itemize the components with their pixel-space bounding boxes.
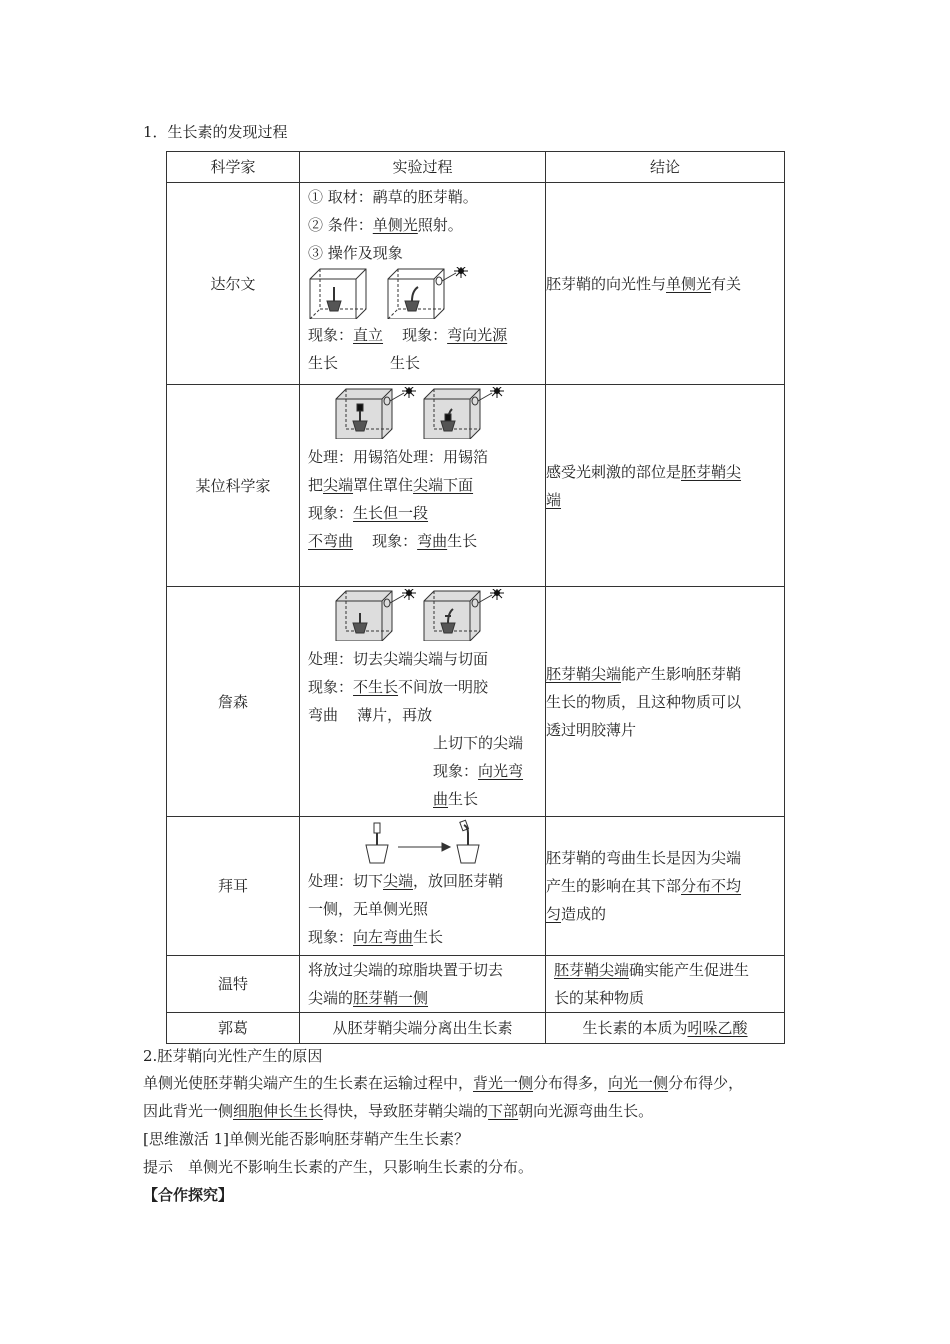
paal-conclusion-l3-post: 造成的 bbox=[561, 905, 607, 923]
jensen-conclusion-l2: 生长的物质，且这种物质可以 bbox=[546, 692, 742, 711]
paragraph-line2 bbox=[143, 1097, 823, 1125]
someone-l2-u1: 尖端 bbox=[323, 476, 354, 494]
jensen-experiment-figure bbox=[308, 589, 538, 641]
jensen-l6-u: 曲 bbox=[433, 790, 449, 808]
para1-a: 单侧光使胚芽鞘尖端产生的生长素在运输过程中， bbox=[143, 1074, 474, 1092]
kogl-process: 从胚芽鞘尖端分离出生长素 bbox=[300, 1013, 546, 1044]
someone-l3-pre: 现象： bbox=[308, 504, 354, 522]
conclusion-someone bbox=[546, 385, 785, 587]
jensen-l3a: 弯曲 bbox=[308, 706, 339, 724]
table-row bbox=[167, 587, 785, 817]
jensen-l6-post: 生长 bbox=[448, 790, 479, 808]
table-row bbox=[167, 385, 785, 587]
darwin-step1-pre: ① 取材： bbox=[308, 188, 373, 206]
paal-l2: 一侧，无单侧光照 bbox=[308, 900, 429, 918]
sun-icon bbox=[454, 267, 468, 278]
scientist-darwin: 达尔文 bbox=[167, 183, 300, 385]
darwin-phen1-u: 直立 bbox=[353, 326, 384, 344]
process-went bbox=[300, 956, 546, 1013]
process-darwin bbox=[300, 183, 546, 385]
paal-conclusion-l1: 胚芽鞘的弯曲生长是因为尖端 bbox=[546, 849, 742, 867]
para2-u2: 下部 bbox=[488, 1102, 519, 1120]
darwin-phen1-tail: 生长 bbox=[308, 354, 339, 372]
someone-l2-u2: 尖端下面 bbox=[413, 476, 474, 494]
sun-icon bbox=[402, 387, 416, 398]
darwin-conclusion-post: 有关 bbox=[711, 274, 742, 293]
conclusion-jensen bbox=[546, 587, 785, 817]
paal-l3-post: 生长 bbox=[413, 928, 444, 946]
darwin-phen2-pre: 现象： bbox=[402, 326, 448, 344]
someone-l2-mid: 罩住罩住 bbox=[353, 476, 414, 494]
process-jensen bbox=[300, 587, 546, 817]
darwin-conclusion-pre: 胚芽鞘的向光性与 bbox=[546, 274, 667, 293]
header-scientist: 科学家 bbox=[167, 152, 300, 183]
section1-title: 1．生长素的发现过程 bbox=[143, 123, 288, 141]
paragraph-line1 bbox=[143, 1069, 823, 1097]
think-question: [思维激活 1]单侧光能否影响胚芽鞘产生生长素？ bbox=[143, 1130, 470, 1148]
scientist-paal: 拜耳 bbox=[167, 817, 300, 956]
paal-l3-pre: 现象： bbox=[308, 928, 354, 946]
darwin-step2-u: 单侧光 bbox=[372, 216, 418, 234]
paal-experiment-figure bbox=[308, 819, 538, 867]
table-row bbox=[167, 183, 785, 385]
someone-conclusion-pre: 感受光刺激的部位是 bbox=[546, 462, 682, 481]
someone-l3-u: 生长但一段 bbox=[353, 504, 429, 522]
someone-conclusion-u2: 端 bbox=[546, 490, 562, 509]
someone-l4-mid: 现象： bbox=[372, 532, 418, 550]
darwin-step1-text: 鹝草的胚芽鞘。 bbox=[372, 188, 478, 206]
conclusion-kogl bbox=[546, 1013, 785, 1044]
header-conclusion: 结论 bbox=[546, 152, 785, 183]
jensen-l5-u: 向光弯 bbox=[478, 762, 524, 780]
jensen-line1: 处理：切去尖端尖端与切面 bbox=[308, 650, 489, 668]
process-paal bbox=[300, 817, 546, 956]
think-answer: 提示 单侧光不影响生长素的产生，只影响生长素的分布。 bbox=[143, 1158, 534, 1176]
scientist-kogl: 郭葛 bbox=[167, 1013, 300, 1044]
kogl-conclusion-pre: 生长素的本质为 bbox=[582, 1019, 688, 1037]
para2-b: 得快，导致胚芽鞘尖端的 bbox=[323, 1102, 489, 1120]
jensen-conclusion-l3: 透过明胶薄片 bbox=[546, 720, 637, 739]
paal-conclusion-l2-pre: 产生的影响在其下部 bbox=[546, 877, 682, 895]
someone-line1: 处理：用锡箔处理：用锡箔 bbox=[308, 448, 489, 466]
kogl-conclusion-u: 吲哚乙酸 bbox=[687, 1019, 748, 1037]
para1-u2: 向光一侧 bbox=[608, 1074, 669, 1092]
scientist-someone: 某位科学家 bbox=[167, 385, 300, 587]
jensen-l2-u: 不生长 bbox=[353, 678, 399, 696]
jensen-conclusion-post1: 能产生影响胚芽鞘 bbox=[621, 664, 742, 683]
conclusion-went bbox=[546, 956, 785, 1013]
process-someone bbox=[300, 385, 546, 587]
darwin-phen2-u: 弯向光源 bbox=[447, 326, 508, 344]
coop-heading: 【合作探究】 bbox=[143, 1186, 234, 1204]
sun-icon bbox=[490, 387, 504, 398]
darwin-step2-pre: ② 条件： bbox=[308, 216, 373, 234]
jensen-l4: 上切下的尖端 bbox=[433, 734, 524, 752]
darwin-phen2-tail: 生长 bbox=[390, 354, 421, 372]
went-conclusion-post: 确实能产生促进生 bbox=[629, 961, 750, 979]
went-l1: 将放过尖端的琼脂块置于切去 bbox=[308, 961, 504, 979]
scientist-jensen: 詹森 bbox=[167, 587, 300, 817]
para2-c: 朝向光源弯曲生长。 bbox=[518, 1102, 654, 1120]
foil-experiment-figure bbox=[308, 387, 538, 439]
someone-l4-u2: 弯曲 bbox=[417, 532, 448, 550]
table-row bbox=[167, 817, 785, 956]
discovery-table bbox=[166, 151, 785, 1044]
went-l2-pre: 尖端的 bbox=[308, 989, 354, 1007]
went-conclusion-u: 胚芽鞘尖端 bbox=[554, 961, 630, 979]
someone-l2-pre: 把 bbox=[308, 476, 324, 494]
darwin-conclusion-u: 单侧光 bbox=[666, 274, 712, 293]
sun-icon bbox=[402, 589, 416, 600]
jensen-conclusion-u: 胚芽鞘尖端 bbox=[546, 664, 622, 683]
jensen-l5-pre: 现象： bbox=[433, 762, 479, 780]
jensen-l2-post: 不间放一明胶 bbox=[398, 678, 489, 696]
someone-conclusion-u1: 胚芽鞘尖 bbox=[681, 462, 742, 481]
paal-l1-post: ，放回胚芽鞘 bbox=[413, 872, 504, 890]
sun-icon bbox=[490, 589, 504, 600]
conclusion-paal bbox=[546, 817, 785, 956]
paal-l1-pre: 处理：切下 bbox=[308, 872, 384, 890]
jensen-l2-pre: 现象： bbox=[308, 678, 354, 696]
paal-conclusion-l2-u: 分布不均 bbox=[681, 877, 742, 895]
darwin-experiment-figure bbox=[308, 267, 538, 319]
went-conclusion-l2: 长的某种物质 bbox=[554, 989, 645, 1007]
scientist-went: 温特 bbox=[167, 956, 300, 1013]
paal-conclusion-l3-u: 匀 bbox=[546, 905, 562, 923]
paal-l1-u: 尖端 bbox=[383, 872, 414, 890]
para1-b: 分布得多， bbox=[533, 1074, 609, 1092]
table-row bbox=[167, 1013, 785, 1044]
para1-c: 分布得少， bbox=[668, 1074, 744, 1092]
went-l2-u: 胚芽鞘一侧 bbox=[353, 989, 429, 1007]
someone-l4-u1: 不弯曲 bbox=[308, 532, 354, 550]
darwin-step2-post: 照射。 bbox=[417, 216, 463, 234]
para2-a: 因此背光一侧 bbox=[143, 1102, 234, 1120]
darwin-phen1-pre: 现象： bbox=[308, 326, 354, 344]
darwin-step3: ③ 操作及现象 bbox=[308, 244, 403, 262]
section2-title: 2.胚芽鞘向光性产生的原因 bbox=[143, 1047, 323, 1065]
jensen-l3b: 薄片，再放 bbox=[357, 706, 433, 724]
para2-u1: 细胞伸长生长 bbox=[233, 1102, 324, 1120]
para1-u1: 背光一侧 bbox=[473, 1074, 534, 1092]
table-row bbox=[167, 956, 785, 1013]
conclusion-darwin bbox=[546, 183, 785, 385]
paal-l3-u: 向左弯曲 bbox=[353, 928, 414, 946]
header-process: 实验过程 bbox=[300, 152, 546, 183]
someone-l4-post: 生长 bbox=[447, 532, 478, 550]
